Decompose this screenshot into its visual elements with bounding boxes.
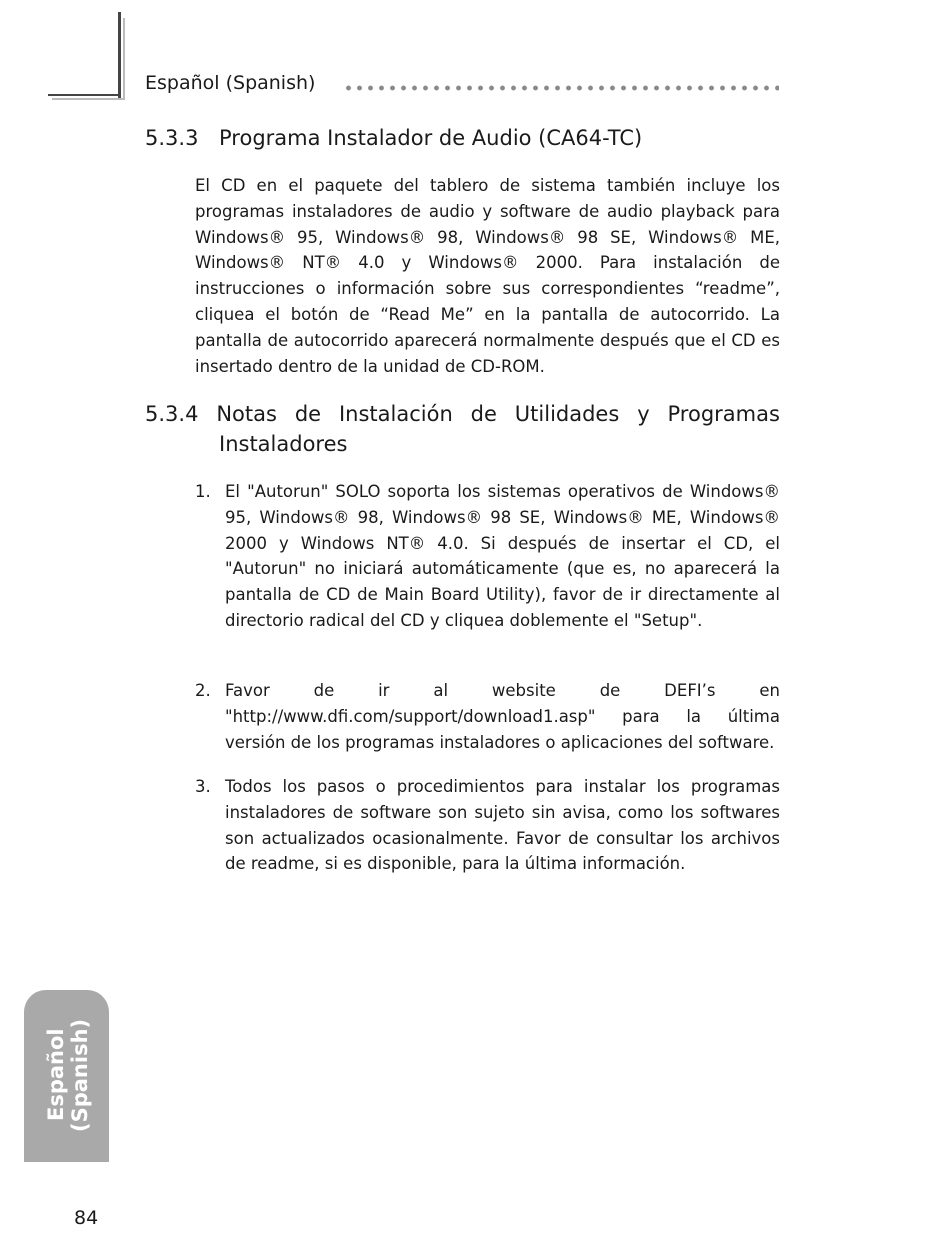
header-dotted-rule	[343, 84, 779, 92]
corner-mark-horizontal	[48, 94, 120, 96]
side-tab-line1: Español	[44, 1028, 68, 1122]
list-item-text: El "Autorun" SOLO soporta los sistemas operativos de Windows® 95, Windows® 98, Windows® 98 SE, Windows® ME, Windows® 2000 y Windows NT® 4.0. Si después de insertar el CD, el "Autorun" no iniciará automáticamente (que es, no aparecerá la pantalla de CD de Main Board Utility), favor de ir directamente al directorio radical del CD y cliquea doblemente el "Setup".	[225, 482, 780, 630]
side-tab-line2: (Spanish)	[68, 1018, 92, 1132]
list-item-text: Favor de ir al website de DEFI’s en "http://www.dfi.com/support/download1.asp" para la última versión de los programas instaladores o aplicaciones del software.	[225, 681, 780, 752]
heading-word: de	[294, 402, 322, 426]
section-534-heading-line2: Instaladores	[219, 432, 348, 456]
section-533-paragraph: El CD en el paquete del tablero de sistema también incluye los programas instaladores de audio y software de audio playback para Windows® 95, Windows® 98, Windows® 98 SE, Windows® ME, Windows® NT® 4.0 y Windows® 2000. Para instalación de instrucciones o información sobre sus correspondientes “readme”, cliquea el botón de “Read Me” en la pantalla de autocorrido. La pantalla de autocorrido aparecerá normalmente después que el CD es insertado dentro de la unidad de CD-ROM.	[195, 176, 780, 376]
heading-word: Notas	[216, 402, 277, 426]
list-item	[195, 479, 780, 634]
list-marker: 3.	[195, 777, 211, 796]
section-title: Programa Instalador de Audio (CA64-TC)	[219, 126, 643, 150]
list-item	[195, 678, 780, 755]
section-number: 5.3.4	[145, 402, 199, 426]
heading-word: de	[470, 402, 497, 426]
section-534-heading	[145, 399, 780, 459]
heading-word: Utilidades	[514, 402, 620, 426]
page-number: 84	[74, 1207, 99, 1229]
list-item-text: Todos los pasos o procedimientos para instalar los programas instaladores de software son sujeto sin avisa, como los softwares son actualizados ocasionalmente. Favor de consultar los archivos de readme, si es disponible, para la última información.	[225, 777, 780, 874]
list-item	[195, 774, 780, 877]
corner-mark-vertical	[118, 12, 121, 98]
list-marker: 2.	[195, 681, 211, 700]
heading-word: Instalación	[338, 402, 453, 426]
corner-mark-shadow-vertical	[123, 18, 125, 100]
heading-word: Programas	[667, 402, 780, 426]
section-number: 5.3.3	[145, 126, 199, 150]
section-533-heading	[145, 123, 642, 153]
side-tab-label	[38, 1005, 98, 1145]
list-marker: 1.	[195, 482, 211, 501]
heading-word: y	[637, 402, 650, 426]
header-title: Español (Spanish)	[145, 72, 316, 94]
corner-mark-shadow-horizontal	[52, 98, 124, 100]
section-534-heading-line1	[145, 399, 780, 429]
